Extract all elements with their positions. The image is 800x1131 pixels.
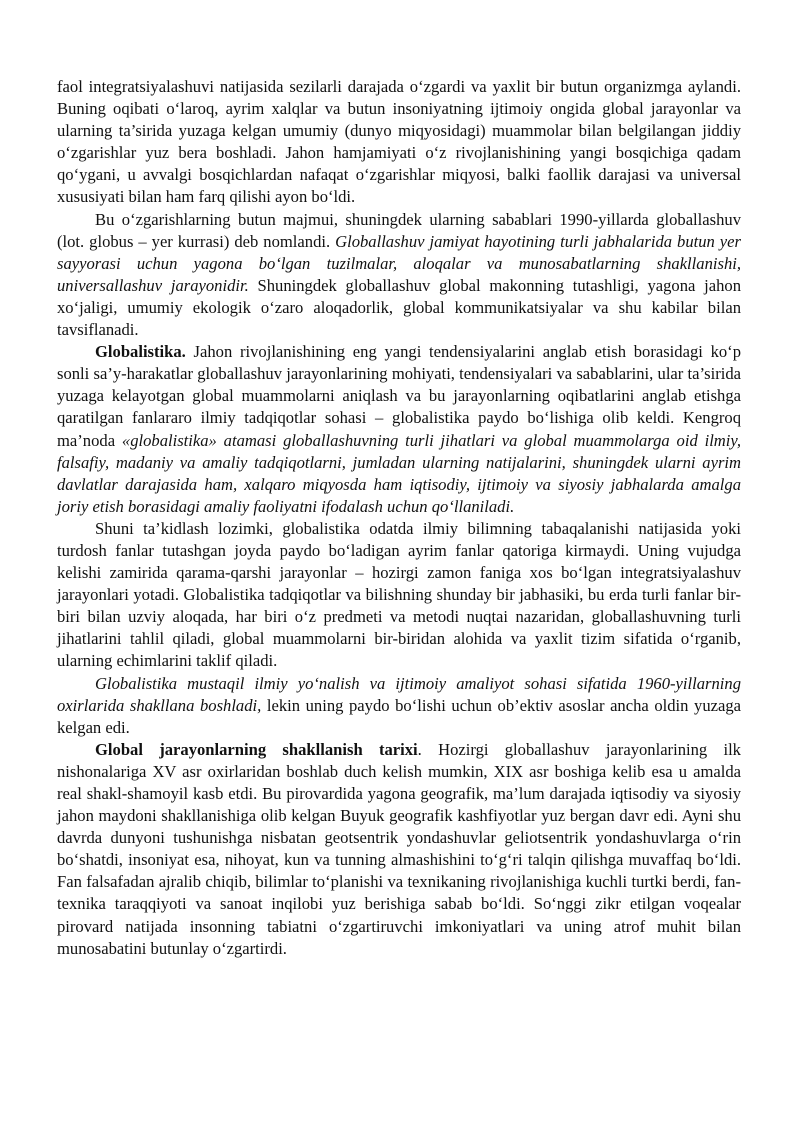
paragraph-5-text-b: lekin uning paydo bo‘lishi uchun ob’ektiv asoslar ancha oldin yuzaga kelgan edi. [57,695,742,737]
paragraph-6 [57,739,741,960]
paragraph-3-text-a: Jahon rivojlanishining eng yangi tendensiyalarini anglab etish borasidagi ko‘p sonli sa’y-harakatlar globallashuv jarayonlarining mohiyati, tendensiyalari va sabablarini, ular ta’sirida yuzaga kelayotgan global muammolarni aniqlash va bu jarayonlarning oqibatlarini anglab etishga qaratilgan fanlararo ilmiy tadqiqotlar sohasi – globalistika paydo bo‘lishiga olib keldi. Kengroq ma’noda [57,342,741,450]
paragraph-3 [57,341,741,518]
globalistika-definition: «globalistika» atamasi globallashuvning turli jihatlari va global muammolarga oid ilmiy, falsafiy, madaniy va amaliy tadqiqotlarni, jumladan ularning natijalarini, shuningdek ularni ayrim davlatlar darajasida ham, xalqaro miqyosda ham iqtisodiy, ijtimoiy va siyosiy jabhalarda amalga joriy etish borasidagi amaliy faoliyatni ifodalash uchun qo‘llaniladi. [57,430,741,516]
globalistika-heading: Globalistika. [95,342,186,362]
paragraph-1: faol integratsiyalashuvi natijasida sezilarli darajada o‘zgardi va yaxlit bir butun organizmga aylandi. Buning oqibati o‘laroq, ayrim xalqlar va butun insoniyatning ijtimoiy ongida global jarayonlar va ularning ta’sirida yuzaga kelgan umumiy (dunyo miqyosidagi) muammolar bilan belgilangan jiddiy o‘zgarishlar yuz bera boshladi. Jahon hamjamiyati o‘z rivojlanishining yangi bosqichiga qadam qo‘ygani, u avvalgi bosqichlardan nafaqat o‘zgarishlar miqyosi, balki faollik darajasi va universal xususiyati bilan ham farq qilishi ayon bo‘ldi. [57,77,741,207]
paragraph-2-text-a: Bu o‘zgarishlarning butun majmui, shuningdek ularning sabablari 1990-yillarda globallashuv (lot. globus – yer kurrasi) deb nomlandi. [57,209,741,251]
paragraph-2-text-c: Shuningdek globallashuv global makonning tutashligi, yagona jahon xo‘jaligi, umumiy ekologik o‘zaro aloqadorlik, global kommunikatsiyalar va shu kabilar bilan tavsiflanadi. [57,275,741,340]
document-page [57,76,741,960]
paragraph-2 [57,209,741,342]
paragraph-5-italic: Globalistika mustaqil ilmiy yo‘nalish va ijtimoiy amaliyot sohasi sifatida 1960-yillarning oxirlarida shakllana boshladi, [57,673,741,715]
paragraph-6-text-a: . Hozirgi globallashuv jarayonlarining ilk nishonalariga XV asr oxirlaridan boshlab duch kelish mumkin, XIX asr boshiga kelib esa u amalda real shakl-shamoyil kasb etdi. Bu pirovardida yagona geografik, ma’lum darajada iqtisodiy va siyosiy jahon maydoni shakllanishiga olib kelgan Buyuk geografik kashfiyotlar yuz bergan davr edi. Ayni shu davrda dunyoni tushunishga nisbatan geotsentrik yondashuvlar geliotsentrik yondashuvlarga o‘rin bo‘shatdi, insoniyat esa, nihoyat, kun va tunning almashishini to‘g‘ri talqin qilishga muvaffaq bo‘ldi. Fan falsafadan ajralib chiqib, bilimlar to‘planishi va texnikaning rivojlanishiga kuchli turtki berdi, fan-texnika taraqqiyoti va sanoat inqilobi yuz berishiga sabab bo‘ldi. So‘nggi zikr etilgan voqealar pirovard natijada insonning tabiatni o‘zgartiruvchi imkoniyatlari va uning atrof muhit bilan munosabatini butunlay o‘zgartirdi. [57,739,741,958]
globallashuv-definition: Globallashuv jamiyat hayotining turli jabhalarida butun yer sayyorasi uchun yagona bo‘lgan tuzilmalar, aloqalar va munosabatlarning shakllanishi, universallashuv jarayonidir. [57,231,741,295]
paragraph-4: Shuni ta’kidlash lozimki, globalistika odatda ilmiy bilimning tabaqalanishi natijasida yoki turdosh fanlar tutashgan joyda paydo bo‘ladigan ayrim fanlar qatoriga kirmaydi. Uning vujudga kelishi zamirida qarama-qarshi jarayonlar – hozirgi zamon faniga xos bo‘lgan integratsiyalashuv jarayonlari yotadi. Globalistika tadqiqotlar va bilishning shunday bir jabhasiki, bu erda turli fanlar bir-biri bilan uzviy aloqada, har biri o‘z predmeti va metodi nuqtai nazaridan, globallashuvning turli jihatlarini tahlil qiladi, global muammolarni bir-biridan alohida va yaxlit tizim sifatida o‘rganib, ularning echimlarini taklif qiladi. [57,518,741,671]
paragraph-5 [57,673,741,739]
history-heading: Global jarayonlarning shakllanish tarixi [95,739,418,759]
